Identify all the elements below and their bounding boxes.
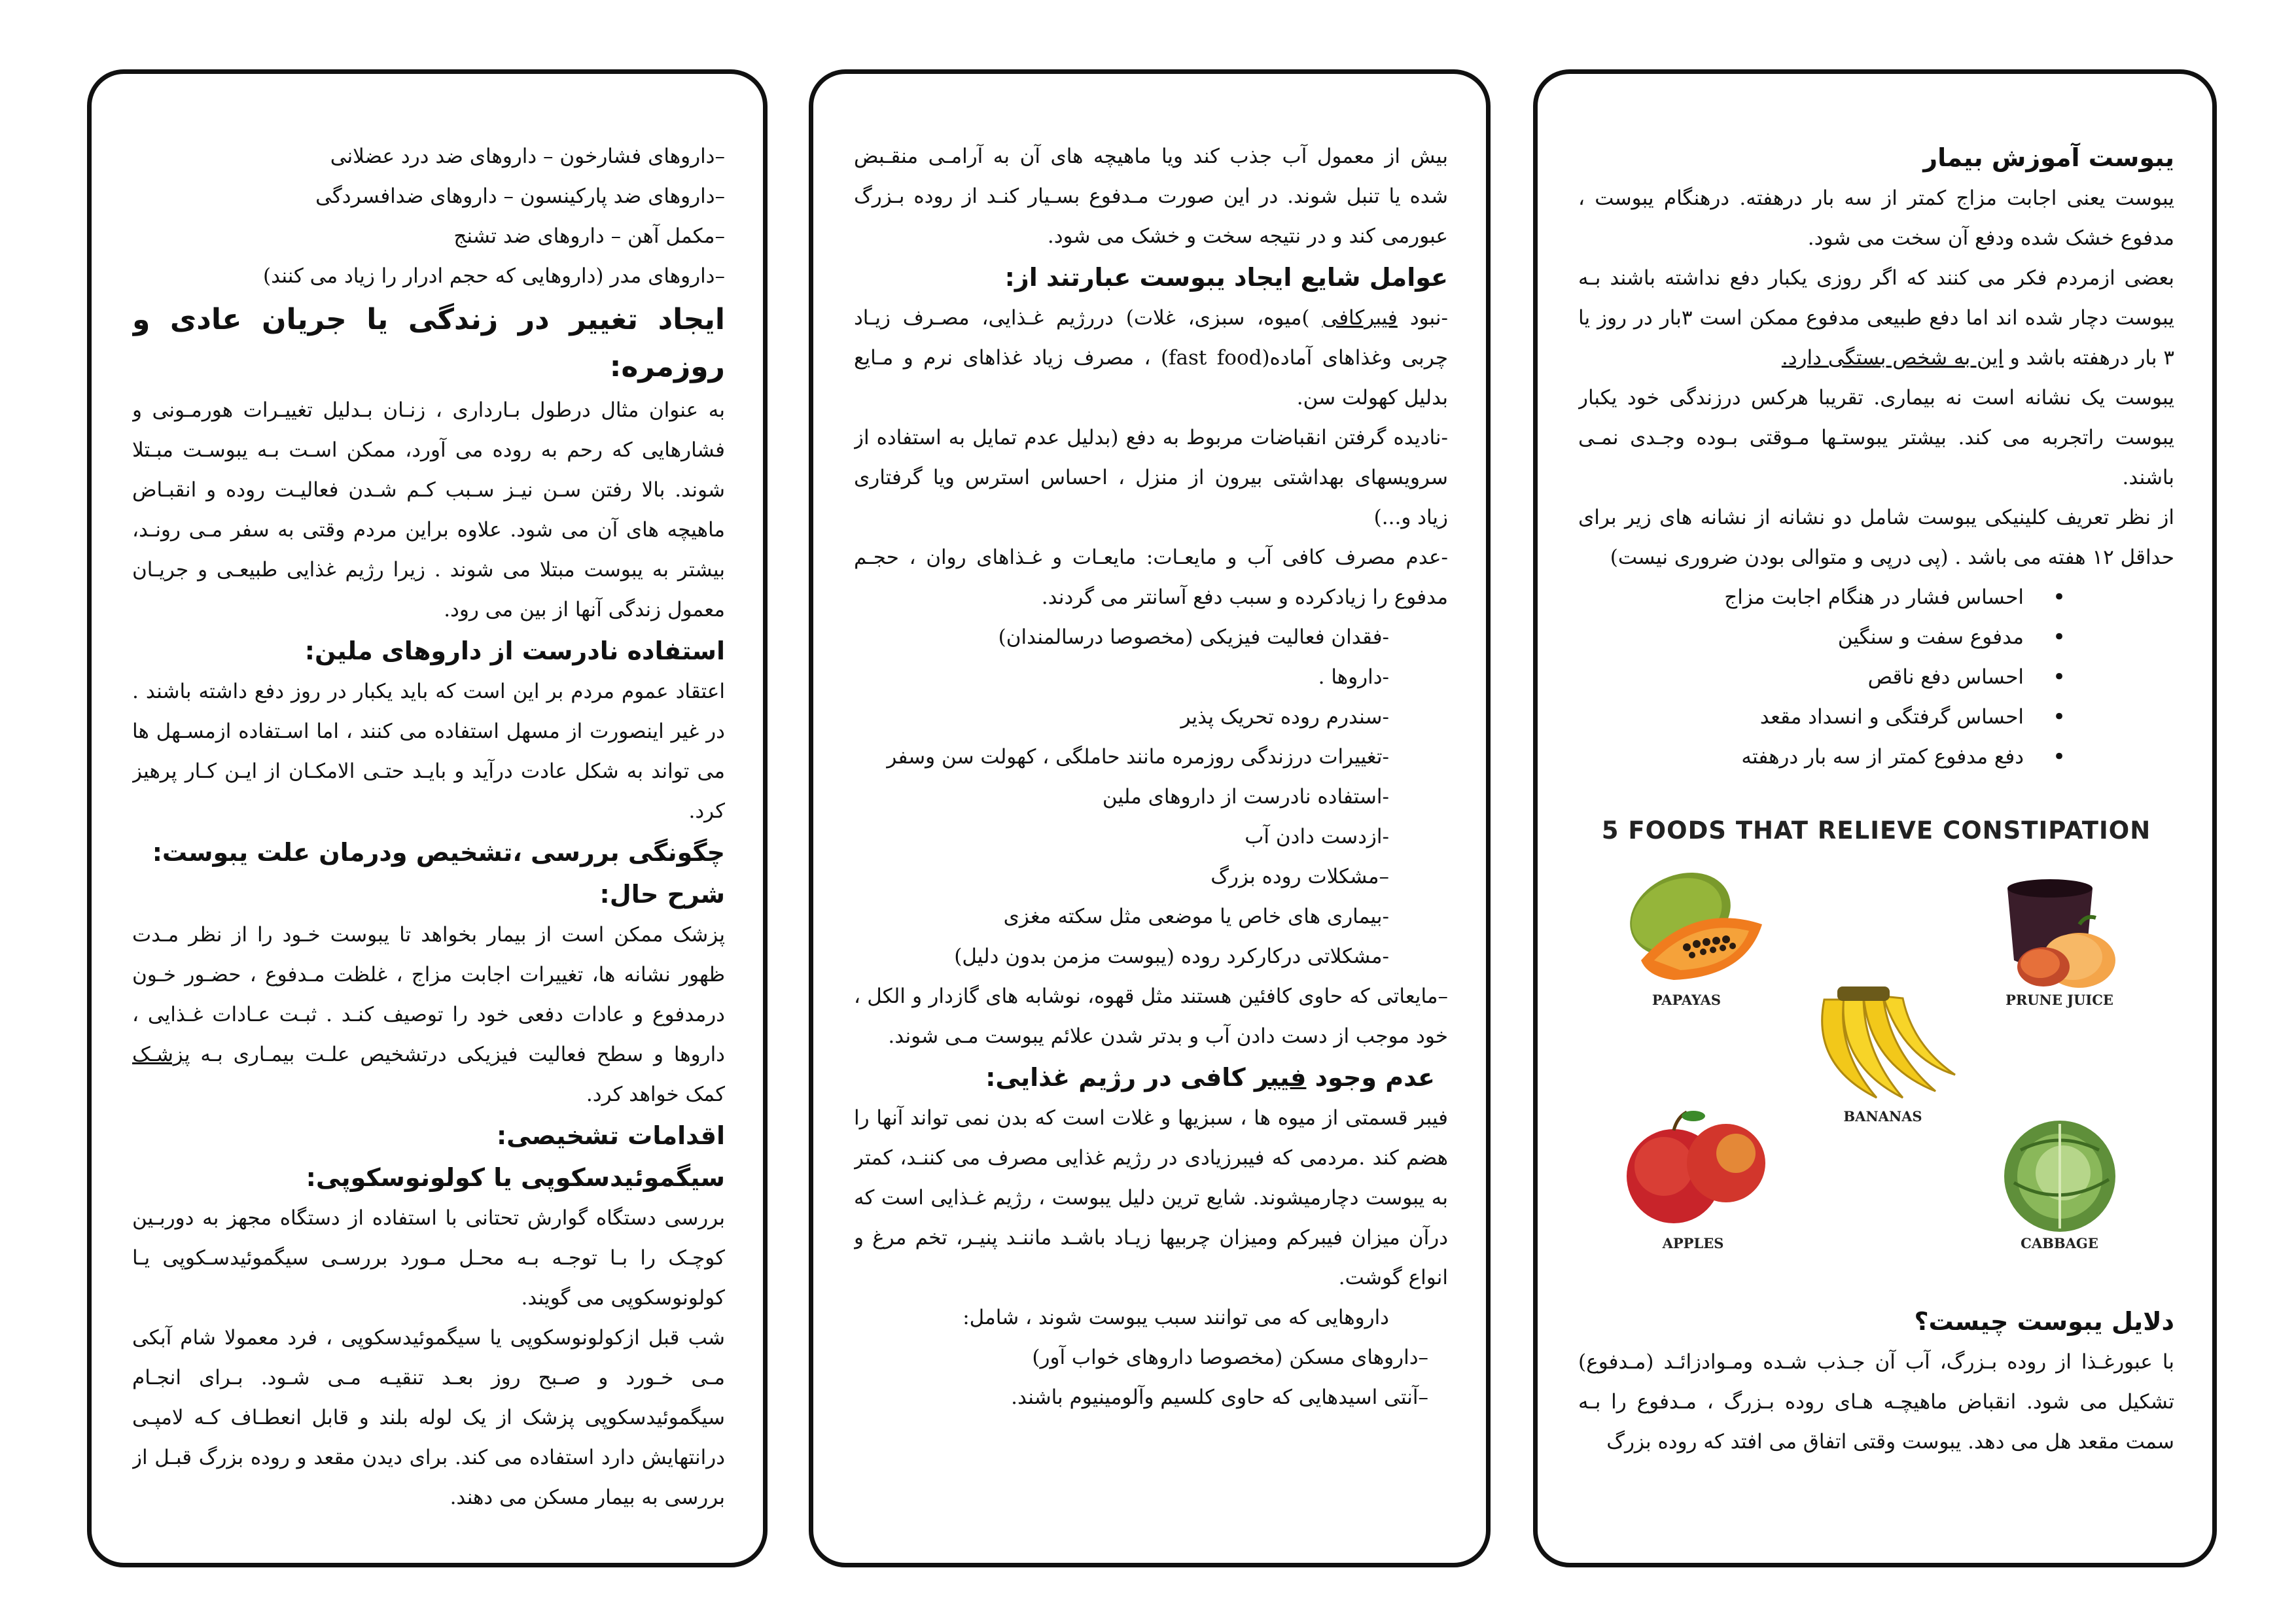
middle-panel: [809, 69, 1491, 1567]
apples-label: APPLES: [1662, 1235, 1724, 1251]
laxative-misuse-paragraph: اعتقاد عموم مردم بر این است که باید یکبار در روز دفع داشته باشند . در غیر اینصورت از مسهل استفاده می کنند ، اما اسـتفاده ازمسـهل ها می تواند به شکل عادت درآید و بایـد حتـی الامکـان از ایـن کـار پرهیز کرد.: [132, 680, 725, 823]
drug-list-middle: [854, 1338, 1448, 1418]
papaya-image: [1615, 862, 1772, 993]
fiber-factor-rest: )میوه، سبزی، غلات) دررژیم غـذایی، مصـرف زیـاد چربی وغذاهای آماده(fast food) ، مصرف زیاد غذاهای نرم و مـایع بدلیل کهولت سن.: [854, 306, 1448, 410]
left-panel: [87, 69, 768, 1567]
history-paragraph: [132, 915, 725, 1115]
cabbage-image: [1981, 1104, 2138, 1235]
definition-paragraph: یبوست یعنی اجابت مزاج کمتر از سه بار درهفته. درهنگام یبوست ، مدفوع خشک شده ودفع آن سخت می شود.: [1578, 186, 2174, 250]
fiber-factor-underlined: فیبرکافی: [1322, 306, 1398, 330]
caffeine-paragraph: –مایعاتی که حاوی کافئین هستند مثل قهوه، نوشابه های گازدار و الکل ، خود موجب از دست دادن آب و بدتر شدن علائم یبوست مـی شوند.: [854, 985, 1448, 1048]
factor-item: -بیماری های خاص یا موضعی مثل سکته مغزی: [1003, 905, 1389, 928]
lifestyle-change-paragraph: به عنوان مثال درطول بـارداری ، زنـان بـدلیل تغییـرات هورمـونی و فشارهایی که رحم به روده می آورد، ممکن اسـت بـه یبوسـت مبـتلا شوند. بالا رفتن سـن نیـز سـبب کـم شـدن فعالیـت روده و انقبـاض ماهیچه های آن می شود. علاوه براین مردم وقتی به سفر مـی رونـد، بیشتر به یبوست مبتلا می شوند . زیرا رژیم غذایی طبیعـی و جریـان معمول زندگی آنها از بین می رود.: [132, 398, 725, 621]
foods-title: 5 FOODS THAT RELIEVE CONSTIPATION: [1601, 816, 2151, 845]
fiber-factor-paragraph: [854, 298, 1448, 418]
diagnostic-measures-title: اقدامات تشخیصی:: [496, 1121, 725, 1150]
symptom-item: • احساس فشار در هنگام اجابت مزاج: [1578, 578, 2024, 618]
bananas-image: [1798, 980, 1968, 1111]
sigmoidoscopy-paragraph-2: شب قبل ازکولونوسکوپی یا سیگموئیدسکوپی ، فرد معمولا شام آبکی مـی خـورد و صـبح روز بعـد تنقیـه مـی شـود. بـرای انجـام سیگموئیدسکوپی پزشک از یک لوله بلند و قابل انعطـاف کـه لامپـی درانتهایش دارد استفاده می کند. برای دیدن مقعد و روده بزرگ قبـل از بررسی به بیمار مسکن می دهند.: [132, 1326, 725, 1509]
prune-juice-label: PRUNE JUICE: [2005, 992, 2113, 1008]
history-doctor-underlined: پزشـک: [132, 1043, 190, 1066]
drugs-intro: داروهایی که می توانند سبب یبوست شوند ، شامل:: [963, 1306, 1389, 1329]
factor-list: [854, 618, 1448, 977]
fiber-title-prefix: عدم وجود: [1306, 1063, 1435, 1092]
fiber-factor-prefix: -نبود: [1397, 306, 1448, 330]
drug-item: –مکمل آهن – داروهای ضد تشنج: [453, 224, 725, 248]
symptom-item: • احساس دفع ناقص: [1578, 657, 2024, 697]
laxative-misuse-title: استفاده نادرست از داروهای ملین:: [304, 637, 725, 665]
right-panel: [1533, 69, 2217, 1567]
diagnosis-title: چگونگی بررسی ،تشخیص ودرمان علت یبوست:: [152, 838, 725, 867]
cabbage-label: CABBAGE: [2021, 1235, 2098, 1251]
drug-list-left: [132, 137, 725, 296]
right-panel-content: [1578, 137, 2174, 1524]
drug-item: –داروهای ضد پارکینسون – داروهای ضدافسردگی: [315, 184, 725, 208]
normal-frequency-text: بعضی ازمردم فکر می کنند که اگر روزی یکبار دفع نداشته باشند بـه یبوست دچار شده اند اما دفع طبیعی مدفوع ممکن است ۳بار در روز یا ۳ بار درهفته باشد و: [1578, 266, 2174, 370]
factor-item: –مشکلات روده بزرگ: [1210, 865, 1389, 888]
causes-title: دلایل یبوست چیست؟: [1914, 1307, 2174, 1336]
factor-item: -فقدان فعالیت فیزیکی (مخصوصا درسالمندان): [998, 625, 1389, 649]
prune-juice-image: [1981, 862, 2138, 993]
papayas-label: PAPAYAS: [1651, 992, 1722, 1008]
lifestyle-change-title: ایجاد تغییر در زندگی یا جریان عادی و روزمره:: [132, 303, 725, 383]
symptom-item: • احساس گرفتگی و انسداد مقعد: [1578, 697, 2024, 737]
foods-infographic: [1602, 816, 2151, 1274]
drug-item: –داروهای فشارخون – داروهای ضد درد عضلانی: [330, 145, 725, 168]
history-text: پزشک ممکن است از بیمار بخواهد تا یبوست خـود را از نظر مـدت ظهور نشانه ها، تغییرات اجابت مزاج ، غلظت مـدفوع ، حضـور خـون درمدفوع و عادات دفعی خود را توصیف کنـد . ثبـت عـادات غـذایی ، داروها و سطح فعالیت فیزیکی درتشخیص علـت بیمـاری بـه: [132, 923, 725, 1066]
causes-paragraph: با عبورغـذا از روده بـزرگ، آب آن جـذب شـده ومـوادزائـد (مـدفوع) تشکیل می شود. انقباض ماهیچـه هـای روده بـزرگ ، مـدفوع را بـه سمت مقعد هل می دهد. یبوست وقتی اتفاق می افتد که روده بزرگ: [1578, 1350, 2174, 1454]
left-panel-content: [132, 137, 725, 1524]
patient-education-title: یبوست آموزش بیمار: [1923, 143, 2174, 172]
ignore-urge-paragraph: -نادیده گرفتن انقباضات مربوط به دفع (بدلیل عدم تمایل به استفاده از سرویسهای بهداشتی بیرون از منزل ، احساس استرس ویا گرفتاری زیاد و...): [854, 426, 1448, 529]
symptom-item: • دفع مدفوع کمتر از سه بار درهفته: [1578, 737, 2024, 777]
symptom-item: • مدفوع سفت و سنگین: [1578, 618, 2024, 657]
sigmoidoscopy-title: سیگموئیدسکوپی یا کولونوسکوپی:: [306, 1163, 725, 1192]
history-title: شرح حال:: [599, 880, 725, 909]
clinical-definition-paragraph: از نظر تعریف کلینیکی یبوست شامل دو نشانه از نشانه های زیر برای حداقل ۱۲ هفته می باشد . (پی درپی و متوالی بودن ضروری نیست): [1578, 506, 2174, 569]
fiber-title: [854, 1056, 1448, 1098]
fiber-paragraph: فیبر قسمتی از میوه ها ، سبزیها و غلات است که بدن نمی تواند آنها را هضم کند .مردمی که فیبرزیادی در رژیم غذایی مصرف می کننـد، کمتر به یبوست دچارمیشوند. شایع ترین دلیل یبوست ، رژیم غـذایی است که درآن میزان فیبرکم ومیزان چربیها زیـاد باشـد ماننـد پنیـر، تخم مرغ و انواع گوشت.: [854, 1106, 1448, 1289]
factor-item: -ازدست دادن آب: [1245, 825, 1389, 848]
normal-frequency-paragraph: [1578, 258, 2174, 378]
factor-item: -سندرم روده تحریک پذیر: [1180, 705, 1389, 729]
individual-note: این به شخص بستگی دارد.: [1781, 346, 2004, 370]
fiber-title-rest: کافی در رژیم غذایی:: [985, 1063, 1254, 1092]
factor-item: -تغییرات درزندگی روزمره مانند حاملگی ، کهولت سن وسفر: [887, 745, 1389, 769]
symptom-list: [1578, 578, 2174, 777]
drug-item: –آنتی اسیدهایی که حاوی کلسیم وآلومینیوم باشند.: [1011, 1386, 1428, 1409]
apples-image: [1615, 1104, 1778, 1235]
drug-item: –داروهای مدر (داروهایی که حجم ادرار را زیاد می کنند): [262, 264, 725, 288]
drug-item: –داروهای مسکن (مخصوصا داروهای خواب آور): [1032, 1346, 1428, 1369]
history-text-end: کمک خواهد کرد.: [586, 1083, 725, 1106]
middle-panel-content: [854, 137, 1448, 1524]
fiber-title-underlined: فیبر: [1254, 1063, 1307, 1092]
fluid-intake-paragraph: -عدم مصرف کافی آب و مایعـات: مایعـات و غـذاهای روان ، حجـم مدفوع را زیادکرده و سبب دفع آسانتر می گردند.: [854, 546, 1448, 609]
factor-item: -مشکلاتی درکارکرد روده (یبوست مزمن بدون دلیل): [954, 945, 1389, 968]
factor-item: -داروها .: [1318, 665, 1389, 689]
colon-absorption-paragraph: بیش از معمول آب جذب کند ویا ماهیچه های آن به آرامـی منقـبض شده یا تنبل شوند. در این صورت مـدفوع بسـیار کنـد از روده بـزرگ عبورمی کند و در نتیجه سخت و خشک می شود.: [854, 145, 1448, 248]
factor-item: -استفاده نادرست از داروهای ملین: [1102, 785, 1389, 809]
sigmoidoscopy-paragraph-1: بررسی دستگاه گوارش تحتانی با استفاده از دستگاه مجهز به دوربـین کوچـک را بـا توجـه بـه محـل مـورد بررسـی سیگموئیدسـکوپی یـا کولونوسکوپی می گویند.: [132, 1206, 725, 1310]
common-factors-title: عوامل شایع ایجاد یبوست عبارتند از:: [1004, 263, 1448, 292]
symptom-not-disease-paragraph: یبوست یک نشانه است نه بیماری. تقریبا هرکس درزندگی خود یکبار یبوست راتجربه می کند. بیشتر یبوستـها مـوقتی بـوده وجـدی نمـی باشند.: [1578, 386, 2174, 489]
bananas-label: BANANAS: [1843, 1108, 1922, 1125]
